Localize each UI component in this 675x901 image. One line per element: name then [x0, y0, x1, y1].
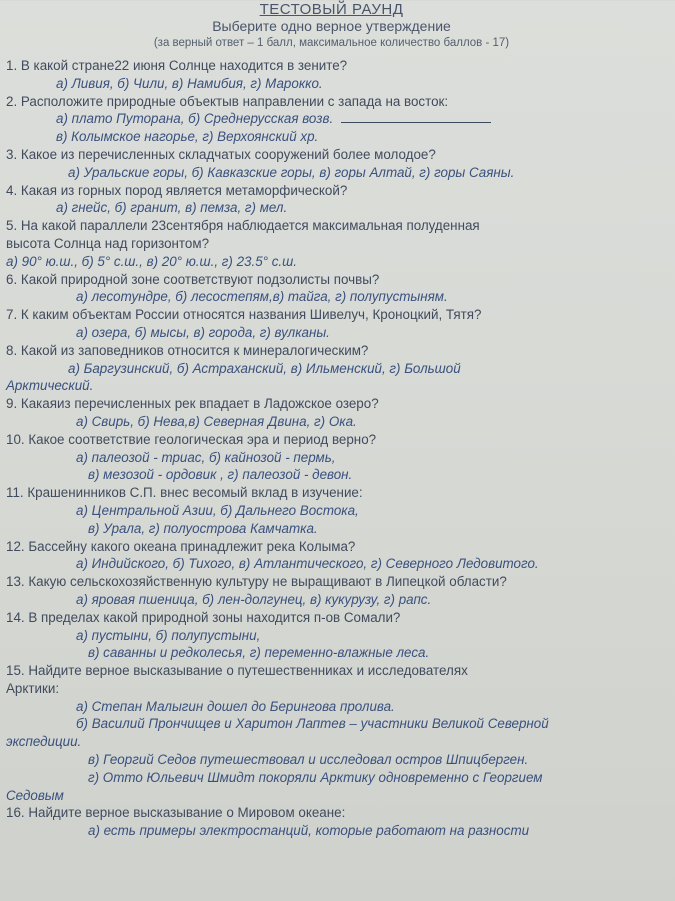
line-text: в) саванны и редколесья, г) переменно-влажные леса.	[88, 645, 430, 661]
answer-line	[6, 377, 657, 395]
line-text: а) есть примеры электростанций, которые работают на разности	[88, 823, 530, 839]
question-line	[6, 609, 657, 627]
line-text: г) Отто Юльевич Шмидт покоряли Арктику одновременно с Георгием	[88, 769, 543, 785]
answer-line	[6, 324, 657, 342]
answer-line	[6, 733, 657, 751]
answer-line	[6, 769, 657, 787]
scoring-note: (за верный ответ – 1 балл, максимальное количество баллов - 17)	[153, 37, 510, 49]
line-text: а) пустыни, б) полупустыни,	[76, 627, 261, 643]
line-text: 3. Какое из перечисленных складчатых сооружений более молодое?	[6, 146, 436, 162]
line-text: 1. В какой стране22 июня Солнце находится в зените?	[6, 58, 348, 73]
line-text: 5. На какой параллели 23сентября наблюдается максимальная полуденная	[6, 218, 480, 234]
line-text: а) Свирь, б) Нева,в) Северная Двина, г) Ока.	[76, 413, 357, 429]
answer-line	[6, 787, 657, 805]
answer-line	[6, 698, 657, 716]
line-text: 12. Бассейну какого океана принадлежит река Колыма?	[6, 538, 356, 554]
answer-line	[6, 520, 657, 538]
line-text: в) мезозой - ордовик , г) палеозой - девон.	[88, 467, 353, 483]
line-text: 11. Крашенинников С.П. внес весомый вклад в изучение:	[6, 485, 363, 501]
test-sheet	[0, 1, 675, 901]
question-line	[6, 306, 657, 324]
line-text: 10. Какое соответствие геологическая эра и период верно?	[6, 431, 377, 447]
question-line	[6, 680, 657, 698]
question-line	[6, 182, 657, 200]
answer-line	[6, 199, 657, 217]
answer-line	[6, 751, 657, 769]
line-text: а) Степан Малыгин дошел до Берингова пролива.	[76, 698, 395, 714]
line-text: в) Урала, г) полуострова Камчатка.	[88, 520, 318, 536]
line-text: а) палеозой - триас, б) кайнозой - пермь,	[76, 449, 336, 465]
line-text: а) яровая пшеница, б) лен-долгунец, в) кукурузу, г) рапс.	[76, 591, 432, 607]
page-title: ТЕСТОВЫЙ РАУНД	[259, 1, 404, 18]
line-text: экспедиции.	[6, 734, 82, 750]
answer-line	[6, 413, 657, 431]
line-text: а) Центральной Азии, б) Дальнего Востока,	[76, 502, 359, 518]
line-text: а) плато Путорана, б) Среднерусская возв.	[56, 111, 334, 127]
line-text: 4. Какая из горных пород является метаморфической?	[6, 182, 348, 198]
question-line	[6, 662, 657, 680]
answer-line	[6, 627, 657, 645]
line-text: б) Василий Прончищев и Харитон Лаптев – участники Великой Северной	[76, 716, 549, 732]
line-text: а) Баргузинский, б) Астраханский, в) Ильменский, г) Большой	[68, 360, 461, 376]
answer-line	[6, 466, 657, 484]
line-text: а) озера, б) мысы, в) города, г) вулканы.	[76, 324, 330, 340]
answer-line	[6, 715, 657, 733]
answer-line	[6, 822, 657, 840]
line-text: 8. Какой из заповедников относится к минералогическим?	[6, 342, 369, 358]
line-text: а) Ливия, б) Чили, в) Намибия, г) Марокко.	[56, 75, 323, 91]
line-text: 13. Какую сельскохозяйственную культуру не выращивают в Липецкой области?	[6, 574, 507, 590]
answer-line	[6, 75, 657, 93]
answer-line	[6, 591, 657, 609]
question-line	[6, 146, 657, 164]
line-text: а) 90° ю.ш., б) 5° с.ш., в) 20° ю.ш., г) 23.5° с.ш.	[6, 253, 297, 269]
question-line	[6, 342, 657, 360]
line-text: 15. Найдите верное высказывание о путешественниках и исследователях	[6, 663, 468, 679]
page-subtitle: Выберите одно верное утверждение	[212, 18, 451, 34]
line-text: а) Индийского, б) Тихого, в) Атлантического, г) Северного Ледовитого.	[76, 556, 539, 572]
header	[6, 1, 657, 51]
answer-line	[6, 164, 657, 182]
line-text: в) Колымское нагорье, г) Верхоянский хр.	[56, 129, 319, 145]
line-text: Седовым	[6, 787, 64, 803]
answer-line	[6, 288, 657, 306]
line-text: 14. В пределах какой природной зоны находится п-ов Сомали?	[6, 609, 401, 625]
line-text: Арктический.	[6, 378, 94, 394]
line-text: а) лесотундре, б) лесостепям,в) тайга, г) полупустыням.	[76, 289, 448, 305]
line-text: 9. Какаяиз перечисленных рек впадает в Ладожское озеро?	[6, 396, 379, 412]
question-line	[6, 484, 657, 502]
question-line	[6, 538, 657, 556]
question-line	[6, 431, 657, 449]
answer-blank-line	[341, 112, 491, 123]
question-line	[6, 93, 657, 111]
answer-line	[6, 128, 657, 146]
line-text: 2. Расположите природные объектыв направлении с запада на восток:	[6, 93, 449, 109]
question-line	[6, 395, 657, 413]
question-line	[6, 573, 657, 591]
answer-line	[6, 502, 657, 520]
question-line	[6, 217, 657, 235]
line-text: высота Солнца над горизонтом?	[6, 235, 210, 251]
line-text: 6. Какой природной зоне соответствуют подзолисты почвы?	[6, 271, 380, 287]
line-text: в) Георгий Седов путешествовал и исследовал остров Шпицберген.	[88, 752, 529, 768]
line-text: 7. К каким объектам России относятся названия Шивелуч, Кроноцкий, Тятя?	[6, 307, 482, 323]
answer-line	[6, 449, 657, 467]
line-text: а) Уральские горы, б) Кавказские горы, в) горы Алтай, г) горы Саяны.	[68, 164, 515, 180]
line-text: а) гнейс, б) гранит, в) пемза, г) мел.	[56, 200, 288, 216]
question-list	[6, 57, 657, 840]
answer-line	[6, 644, 657, 662]
line-text: 16. Найдите верное высказывание о Мировом океане:	[6, 805, 346, 821]
question-line	[6, 271, 657, 289]
question-line	[6, 804, 657, 822]
question-line	[6, 235, 657, 253]
answer-line	[6, 253, 657, 271]
answer-line	[6, 555, 657, 573]
question-line	[6, 57, 657, 75]
answer-line	[6, 360, 657, 378]
line-text: Арктики:	[6, 680, 60, 696]
answer-line	[6, 110, 657, 128]
